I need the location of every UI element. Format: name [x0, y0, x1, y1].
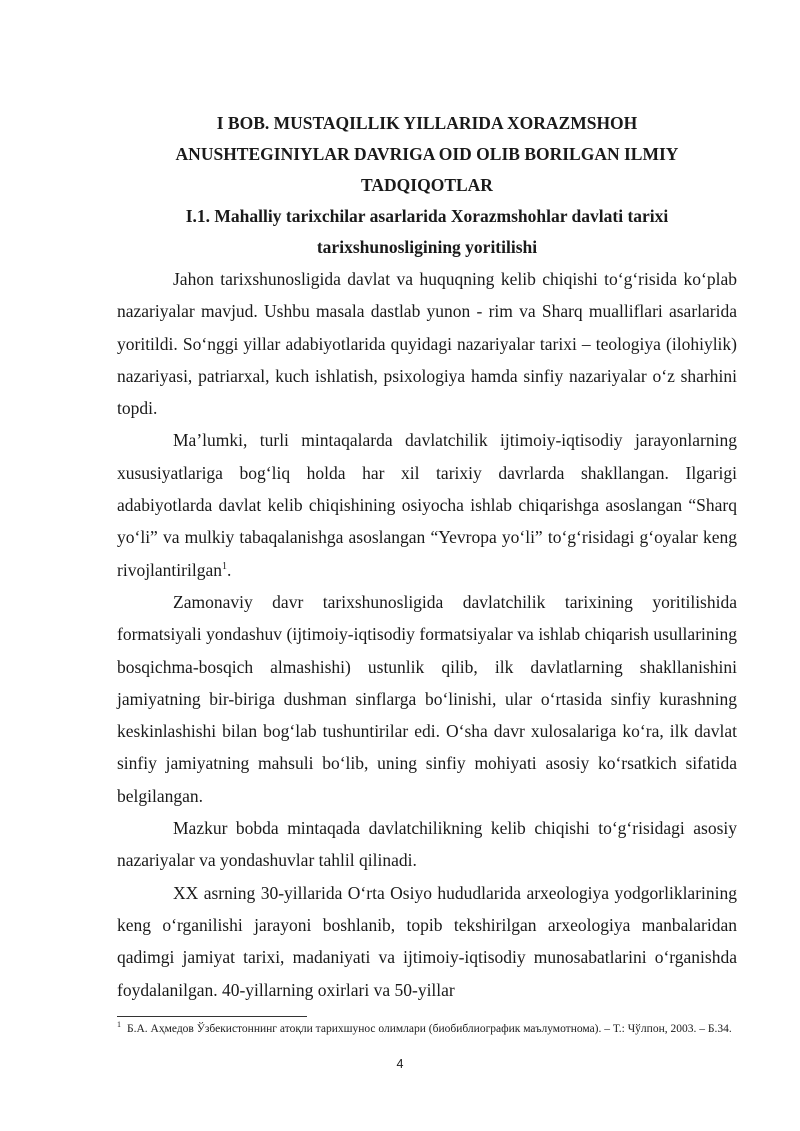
paragraph-text: Ma’lumki, turli mintaqalarda davlatchilik ijtimoiy-iqtisodiy jarayonlarning xususiyatlariga bog‘liq holda har xil tarixiy davrlarda shakllangan. Ilgarigi adabiyotlarda davlat kelib chiqishining osiyocha ishlab chiqarishga asoslangan “Sharq yo‘li” va mulkiy tabaqalanishga asoslangan “Yevropa yo‘li” to‘g‘risidagi g‘oyalar keng rivojlantirilgan: [117, 430, 737, 580]
footnote-reference[interactable]: 1: [221, 560, 227, 572]
chapter-title-line: I BOB. MUSTAQILLIK YILLARIDA XORAZMSHOH: [216, 113, 638, 133]
chapter-title-line: ANUSHTEGINIYLAR DAVRIGA OID OLIB BORILGAN ILMIY: [175, 144, 679, 164]
footnote-text: Б.А. Аҳмедов Ўзбекистоннинг атоқли тарихшунос олимлари (биобиблиографик маълумотнома). – Т.: Чўлпон, 2003. – Б.34.: [127, 1023, 732, 1035]
page-content: [117, 108, 737, 1006]
section-title-line: tarixshunosligining yoritilishi: [316, 237, 538, 257]
chapter-title: [117, 108, 737, 201]
body-paragraph: Zamonaviy davr tarixshunosligida davlatchilik tarixining yoritilishida formatsiyali yondashuv (ijtimoiy-iqtisodiy formatsiyalar va ishlab chiqarish usullarining bosqichma-bosqich almashishi) ustunlik qilib, ilk davlatlarning shakllanishini jamiyatning bir-biriga dushman sinflarga bo‘linishi, ular o‘rtasida sinfiy kurashning keskinlashishi bilan bog‘lab tushuntirilar edi. O‘sha davr xulosalariga ko‘ra, ilk davlat sinfiy jamiyatning mahsuli bo‘lib, uning sinfiy mohiyati asosiy ko‘rsatkich sifatida belgilangan.: [117, 591, 737, 806]
paragraph-end-punctuation: .: [226, 559, 232, 580]
footnote-divider: [117, 1016, 307, 1017]
body-paragraph: XX asrning 30-yillarida O‘rta Osiyo hududlarida arxeologiya yodgorliklarining keng o‘rganilishi jarayoni boshlanib, topib tekshirilgan arxeologiya manbalaridan qadimgi jamiyat tarixi, madaniyati va ijtimoiy-iqtisodiy munosabatlarini o‘rganishda foydalanilgan. 40-yillarning oxirlari va 50-yillar: [117, 882, 737, 1000]
body-paragraph: Mazkur bobda mintaqada davlatchilikning kelib chiqishi to‘g‘risidagi asosiy nazariyalar va yondashuvlar tahlil qilinadi.: [117, 818, 737, 871]
section-title-line: I.1. Mahalliy tarixchilar asarlarida Xorazmshohlar davlati tarixi: [185, 206, 669, 226]
body-paragraph: Jahon tarixshunosligida davlat va huquqning kelib chiqishi to‘g‘risida ko‘plab nazariyalar mavjud. Ushbu masala dastlab yunon - rim va Sharq mualliflari asarlarida yoritildi. So‘nggi yillar adabiyotlarida quyidagi nazariyalar tarixi – teologiya (ilohiylik) nazariyasi, patriarxal, kuch ishlatish, psixologiya hamda sinfiy nazariyalar o‘z sharhini topdi.: [117, 269, 737, 419]
section-title: [117, 201, 737, 263]
footnote-number: 1: [117, 1020, 121, 1030]
footnote: [117, 1021, 754, 1037]
page-number: 4: [396, 1057, 404, 1071]
chapter-title-line: TADQIQOTLAR: [361, 175, 493, 195]
body-paragraph: [117, 424, 737, 585]
